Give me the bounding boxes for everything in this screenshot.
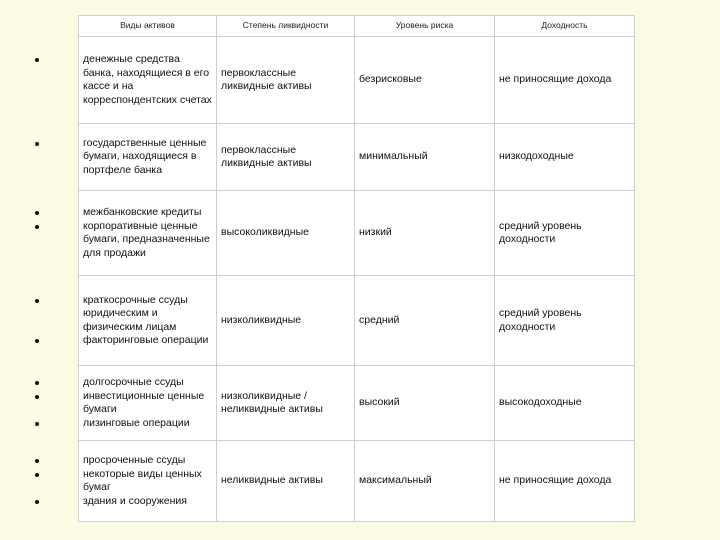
asset-types-cell bbox=[79, 276, 217, 366]
table-row bbox=[79, 191, 635, 276]
asset-text: межбанковские кредиты bbox=[83, 206, 202, 218]
bullet-icon bbox=[35, 395, 39, 399]
asset-item bbox=[83, 334, 212, 348]
bullet-icon bbox=[35, 381, 39, 385]
asset-text: инвестиционные ценные бумаги bbox=[83, 389, 205, 415]
yield-cell: высокодоходные bbox=[495, 366, 635, 441]
asset-types-cell bbox=[79, 441, 217, 522]
asset-list bbox=[83, 206, 212, 260]
header-liquidity: Степень ликвидности bbox=[217, 16, 355, 37]
bullet-icon bbox=[35, 473, 39, 477]
table-row bbox=[79, 366, 635, 441]
asset-item bbox=[83, 468, 212, 495]
asset-item bbox=[83, 376, 212, 390]
assets-table bbox=[78, 15, 635, 522]
asset-list bbox=[83, 376, 212, 430]
bullet-icon bbox=[35, 500, 39, 504]
bullet-icon bbox=[35, 299, 39, 303]
asset-types-cell bbox=[79, 37, 217, 124]
asset-item bbox=[83, 294, 212, 335]
asset-types-cell bbox=[79, 191, 217, 276]
liquidity-cell: низколиквидные bbox=[217, 276, 355, 366]
table-row bbox=[79, 124, 635, 191]
asset-types-cell bbox=[79, 366, 217, 441]
yield-cell: не приносящие дохода bbox=[495, 441, 635, 522]
liquidity-cell: первоклассные ликвидные активы bbox=[217, 37, 355, 124]
table-row bbox=[79, 276, 635, 366]
header-asset-types: Виды активов bbox=[79, 16, 217, 37]
bullet-icon bbox=[35, 58, 39, 62]
header-risk-level: Уровень риска bbox=[355, 16, 495, 37]
asset-item bbox=[83, 454, 212, 468]
asset-types-cell bbox=[79, 124, 217, 191]
asset-item bbox=[83, 495, 212, 509]
risk-cell: высокий bbox=[355, 366, 495, 441]
asset-text: долгосрочные ссуды bbox=[83, 376, 184, 388]
asset-text: некоторые виды ценных бумаг bbox=[83, 467, 202, 493]
asset-text: просроченные ссуды bbox=[83, 454, 186, 466]
table-header-row bbox=[79, 16, 635, 37]
risk-cell: низкий bbox=[355, 191, 495, 276]
bullet-icon bbox=[35, 211, 39, 215]
asset-list bbox=[83, 53, 212, 107]
asset-text: денежные средства банка, находящиеся в его кассе и на корреспондентских счетах bbox=[83, 53, 212, 106]
table-row bbox=[79, 441, 635, 522]
risk-cell: минимальный bbox=[355, 124, 495, 191]
asset-text: краткосрочные ссуды юридическим и физическим лицам bbox=[83, 293, 188, 333]
asset-list bbox=[83, 294, 212, 348]
bullet-icon bbox=[35, 459, 39, 463]
asset-text: государственные ценные бумаги, находящиеся в портфеле банка bbox=[83, 136, 207, 176]
risk-cell: максимальный bbox=[355, 441, 495, 522]
bullet-icon bbox=[35, 142, 39, 146]
liquidity-cell: низколиквидные / неликвидные активы bbox=[217, 366, 355, 441]
asset-list bbox=[83, 454, 212, 508]
asset-text: здания и сооружения bbox=[83, 494, 187, 507]
asset-item bbox=[83, 53, 212, 107]
yield-cell: низкодоходные bbox=[495, 124, 635, 191]
asset-list bbox=[83, 137, 212, 178]
risk-cell: безрисковые bbox=[355, 37, 495, 124]
asset-item bbox=[83, 206, 212, 220]
asset-item bbox=[83, 137, 212, 178]
liquidity-cell: высоколиквидные bbox=[217, 191, 355, 276]
asset-item bbox=[83, 417, 212, 431]
table-row bbox=[79, 37, 635, 124]
yield-cell: средний уровень доходности bbox=[495, 191, 635, 276]
asset-item bbox=[83, 390, 212, 417]
header-yield: Доходность bbox=[495, 16, 635, 37]
bullet-icon bbox=[35, 422, 39, 426]
asset-text: факторинговые операции bbox=[83, 334, 209, 346]
risk-cell: средний bbox=[355, 276, 495, 366]
asset-text: корпоративные ценные бумаги, предназначенные для продажи bbox=[83, 219, 210, 259]
asset-item bbox=[83, 220, 212, 261]
liquidity-cell: неликвидные активы bbox=[217, 441, 355, 522]
yield-cell: не приносящие дохода bbox=[495, 37, 635, 124]
yield-cell: средний уровень доходности bbox=[495, 276, 635, 366]
bullet-icon bbox=[35, 225, 39, 229]
liquidity-cell: первоклассные ликвидные активы bbox=[217, 124, 355, 191]
bullet-icon bbox=[35, 339, 39, 343]
asset-text: лизинговые операции bbox=[83, 416, 190, 429]
